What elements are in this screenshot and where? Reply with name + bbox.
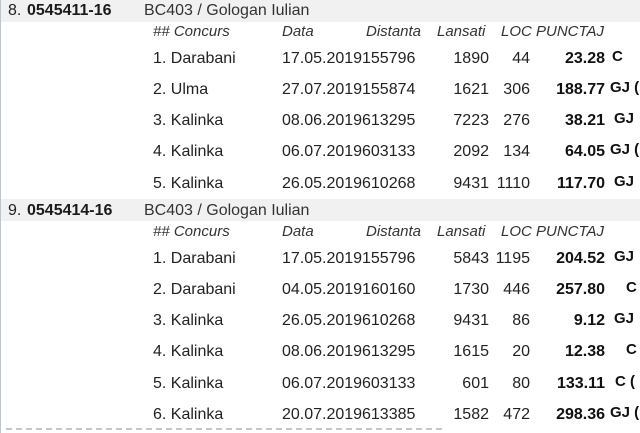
- score: 133.11: [556, 375, 605, 392]
- place: 44: [512, 50, 530, 67]
- group-index: 8.: [8, 2, 22, 19]
- contest-name: 6. Kalinka: [153, 406, 224, 423]
- birds-launched: 1730: [453, 281, 489, 298]
- col-header-loc: LOC: [501, 23, 532, 40]
- contest-date: 26.05.2019: [282, 175, 363, 192]
- contest-date: 26.05.2019: [282, 312, 363, 329]
- contest-distance: 613295: [362, 112, 416, 129]
- owner-info: BC403 / Gologan Iulian: [144, 202, 310, 219]
- contest-name: 1. Darabani: [153, 50, 236, 67]
- col-header-contest: ## Concurs: [153, 223, 230, 240]
- score: 204.52: [556, 250, 605, 267]
- place: 86: [512, 312, 530, 329]
- score-tag: C: [626, 279, 637, 296]
- contest-name: 4. Kalinka: [153, 343, 224, 360]
- contest-date: 17.05.2019: [282, 250, 363, 267]
- birds-launched: 7223: [453, 112, 489, 129]
- score: 23.28: [564, 50, 605, 67]
- place: 446: [503, 281, 530, 298]
- contest-distance: 155796: [362, 50, 416, 67]
- contest-date: 08.06.2019: [282, 343, 363, 360]
- place: 80: [512, 375, 530, 392]
- contest-date: 04.05.2019: [282, 281, 363, 298]
- contest-distance: 613385: [362, 406, 416, 423]
- contest-name: 4. Kalinka: [153, 143, 224, 160]
- col-header-score: PUNCTAJ: [536, 23, 605, 40]
- contest-name: 3. Kalinka: [153, 312, 224, 329]
- score-tag: C (: [615, 373, 635, 390]
- col-header-contest: ## Concurs: [153, 23, 230, 40]
- bottom-divider: [6, 428, 446, 430]
- owner-info: BC403 / Gologan Iulian: [144, 2, 310, 19]
- col-header-date: Data: [282, 223, 314, 240]
- score: 257.80: [556, 281, 605, 298]
- contest-distance: 613295: [362, 343, 416, 360]
- place: 1110: [496, 175, 530, 192]
- score-tag: C: [626, 341, 637, 358]
- birds-launched: 5843: [453, 250, 489, 267]
- contest-name: 2. Ulma: [153, 81, 209, 98]
- col-header-launched: Lansati: [437, 23, 486, 40]
- birds-launched: 1615: [453, 343, 489, 360]
- contest-name: 2. Darabani: [153, 281, 236, 298]
- birds-launched: 9431: [453, 175, 489, 192]
- score-tag: GJ: [614, 173, 635, 190]
- col-header-score: PUNCTAJ: [536, 223, 605, 240]
- place: 20: [512, 343, 530, 360]
- contest-distance: 155796: [362, 250, 416, 267]
- contest-date: 27.07.2019: [282, 81, 363, 98]
- col-header-launched: Lansati: [437, 223, 486, 240]
- contest-distance: 160160: [362, 281, 416, 298]
- contest-name: 5. Kalinka: [153, 175, 224, 192]
- contest-distance: 603133: [362, 375, 416, 392]
- contest-name: 3. Kalinka: [153, 112, 224, 129]
- birds-launched: 601: [462, 375, 489, 392]
- place: 306: [503, 81, 530, 98]
- place: 472: [503, 406, 530, 423]
- birds-launched: 2092: [453, 143, 489, 160]
- contest-distance: 603133: [362, 143, 416, 160]
- col-header-distance: Distanta: [366, 223, 422, 240]
- col-header-loc: LOC: [501, 223, 532, 240]
- score: 12.38: [564, 343, 605, 360]
- ring-code: 0545414-16: [27, 202, 113, 219]
- col-header-distance: Distanta: [366, 23, 422, 40]
- score-tag: GJ (: [610, 79, 640, 96]
- place: 276: [503, 112, 530, 129]
- score-tag: GJ: [614, 110, 635, 127]
- contest-date: 06.07.2019: [282, 143, 363, 160]
- birds-launched: 1582: [453, 406, 489, 423]
- contest-distance: 155874: [362, 81, 416, 98]
- score: 298.36: [556, 406, 605, 423]
- score-tag: GJ: [614, 248, 635, 265]
- contest-name: 1. Darabani: [153, 250, 236, 267]
- contest-distance: 610268: [362, 175, 416, 192]
- score: 38.21: [564, 112, 605, 129]
- score-tag: GJ (: [610, 141, 640, 158]
- col-header-date: Data: [282, 23, 314, 40]
- contest-date: 08.06.2019: [282, 112, 363, 129]
- place: 134: [503, 143, 530, 160]
- birds-launched: 1621: [453, 81, 489, 98]
- ring-code: 0545411-16: [27, 2, 112, 19]
- place: 1195: [495, 250, 530, 267]
- score: 9.12: [573, 312, 605, 329]
- contest-date: 06.07.2019: [282, 375, 363, 392]
- contest-date: 20.07.2019: [282, 406, 363, 423]
- contest-name: 5. Kalinka: [153, 375, 224, 392]
- score-tag: GJ: [614, 310, 635, 327]
- birds-launched: 1890: [453, 50, 489, 67]
- birds-launched: 9431: [453, 312, 489, 329]
- contest-date: 17.05.2019: [282, 50, 363, 67]
- contest-distance: 610268: [362, 312, 416, 329]
- score-tag: C: [612, 48, 623, 65]
- group-index: 9.: [8, 202, 22, 219]
- score: 64.05: [564, 143, 605, 160]
- score: 117.70: [556, 175, 605, 192]
- score: 188.77: [556, 81, 605, 98]
- score-tag: GJ (: [610, 404, 640, 421]
